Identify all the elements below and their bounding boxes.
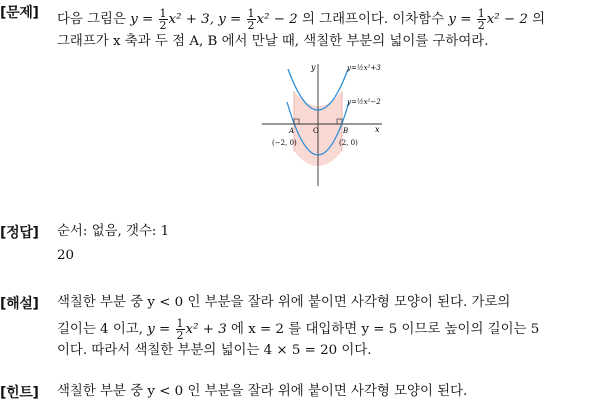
answer-value: 20 <box>57 248 75 263</box>
answer-tag: [정답] <box>0 225 39 241</box>
formula-rhs: x² + 3 <box>185 322 227 337</box>
problem-line-1 <box>57 8 545 31</box>
hint-line-1: 색칠한 부분 중 y < 0 인 부분을 잘라 위에 붙이면 사각형 모양이 된다. <box>57 384 468 399</box>
fraction: $\frac{1}{2}$ <box>247 7 255 32</box>
formula-lhs: y = <box>147 322 171 337</box>
problem-text: 의 그래프이다. 이차함수 <box>301 12 445 27</box>
parabola-graph <box>258 60 398 188</box>
formula-lhs: y = <box>130 12 154 27</box>
fraction: $\frac{1}{2}$ <box>176 317 184 342</box>
answer-line-1: 순서: 없음, 갯수: 1 <box>57 224 170 239</box>
y-axis-label: y <box>311 63 316 72</box>
explanation-line-3: 이다. 따라서 색칠한 부분의 넓이는 4 × 5 = 20 이다. <box>57 343 372 358</box>
point-b-coord: (2, 0) <box>339 139 358 147</box>
point-a-coord: (−2, 0) <box>272 139 297 147</box>
explanation-line-1: 색칠한 부분 중 y < 0 인 부분을 잘라 위에 붙이면 사각형 모양이 된다. 가로의 <box>57 295 511 310</box>
point-a-label: A <box>289 127 295 135</box>
explanation-tag: [해설] <box>0 296 39 312</box>
formula-rhs: x² − 2 <box>256 12 298 27</box>
problem-text: 의 <box>532 12 546 27</box>
hint-tag: [힌트] <box>0 385 39 401</box>
fraction: $\frac{1}{2}$ <box>159 7 167 32</box>
explanation-text: 길이는 4 이고, <box>57 322 143 337</box>
x-axis-label: x <box>375 125 380 134</box>
problem-text: 다음 그림은 <box>57 12 126 27</box>
explanation-line-2 <box>57 318 539 341</box>
explanation-text: 에 x = 2 를 대입하면 y = 5 이므로 높이의 길이는 5 <box>231 322 540 337</box>
point-b-label: B <box>343 127 349 135</box>
formula-rhs: x² + 3, <box>168 12 214 27</box>
fraction: $\frac{1}{2}$ <box>477 7 485 32</box>
origin-label: O <box>313 127 319 135</box>
curve-lower-label: y=½x²−2 <box>347 98 381 106</box>
curve-upper-label: y=½x²+3 <box>347 64 381 72</box>
formula-rhs: x² − 2 <box>486 12 528 27</box>
formula-lhs: y = <box>448 12 472 27</box>
problem-tag: [문제] <box>0 5 39 21</box>
formula-lhs: y = <box>218 12 242 27</box>
problem-line-2: 그래프가 x 축과 두 점 A, B 에서 만날 때, 색칠한 부분의 넓이를 구하여라. <box>57 34 489 49</box>
